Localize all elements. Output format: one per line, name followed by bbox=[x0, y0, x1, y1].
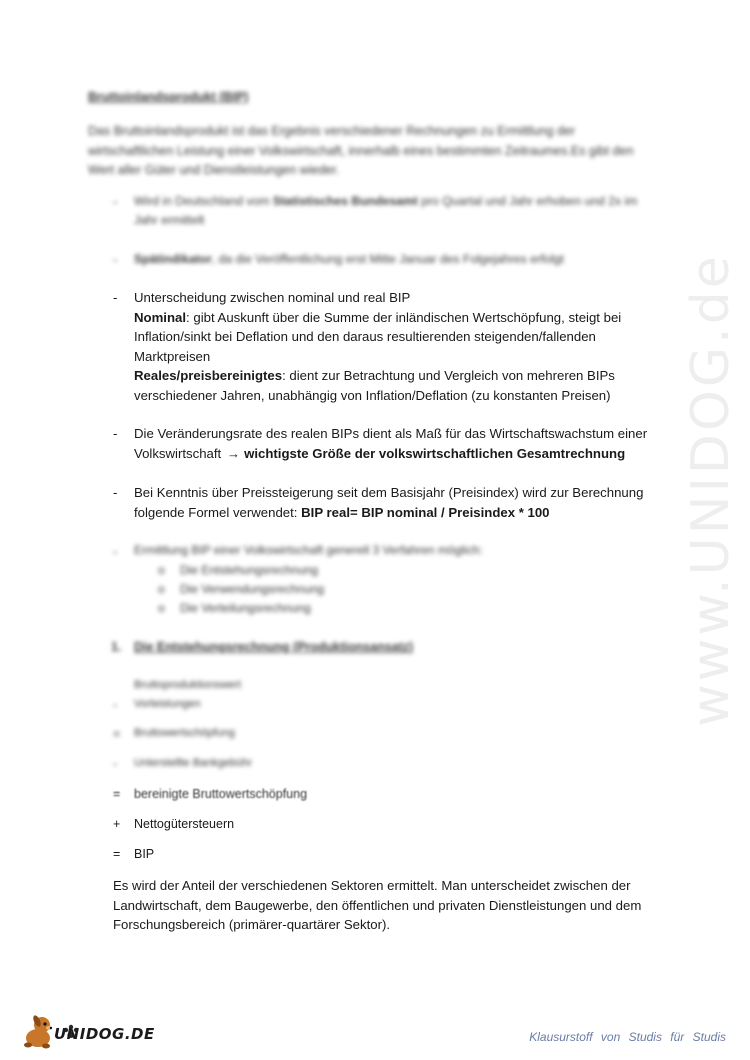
calc-symbol: = bbox=[113, 847, 121, 861]
sub-list-item bbox=[158, 563, 318, 577]
calc-symbol: = bbox=[113, 787, 121, 801]
bullet-4-text: Die Veränderungsrate des realen BIPs dient als Maß für das Wirtschaftswachstum einer Volkswirtschaft bbox=[134, 426, 648, 461]
footer-tagline: Klausurstoff von Studis für Studis bbox=[529, 1030, 726, 1044]
sub-list-label: Die Verwendungsrechnung bbox=[180, 582, 325, 596]
doc-title: Bruttoinlandsprodukt (BIP) bbox=[88, 90, 249, 104]
intro-paragraph: Das Bruttoinlandsprodukt ist das Ergebnis verschiedener Rechnungen zu Ermittlung der wirtschaftlichen Leistung einer Volkswirtschaft, innerhalb eines bestimmten Zeitraumes.Es gibt den Wert aller Güter und Dienstleistungen wieder. bbox=[88, 124, 634, 177]
bullet-dash: - bbox=[113, 544, 118, 559]
bullet-6-text: Ermittlung BIP einer Volkswirtschaft generell 3 Verfahren möglich: bbox=[134, 543, 483, 557]
sub-list-label: Die Entstehungsrechnung bbox=[180, 563, 319, 577]
bullet-2-bold: Spätindikator bbox=[134, 252, 212, 266]
bullet-1-text: Wird in Deutschland vom bbox=[134, 194, 273, 208]
final-paragraph: Es wird der Anteil der verschiedenen Sektoren ermittelt. Man unterscheidet zwischen der Landwirtschaft, dem Baugewerbe, den öffentlichen und privaten Dienstleistungen und dem Forschungsbereich (primärer-quartärer Sektor). bbox=[113, 878, 642, 933]
watermark: www.UNIDOG.de bbox=[681, 253, 741, 727]
sub-list-label: Die Verteilungsrechnung bbox=[180, 601, 311, 615]
calc-row-label: bereinigte Bruttowertschöpfung bbox=[134, 787, 308, 801]
sub-list-item bbox=[158, 601, 311, 615]
sub-list-marker: o bbox=[158, 563, 165, 577]
bullet-dash: - bbox=[113, 290, 118, 305]
sub-list-marker: o bbox=[158, 601, 165, 615]
sub-list-marker: o bbox=[158, 582, 165, 596]
nominal-text: : gibt Auskunft über die Summe der inländischen Wertschöpfung, steigt bei Inflation/sinkt bei Deflation und den daraus resultierenden steigenden/fallenden Marktpreisen bbox=[134, 309, 622, 364]
bullet-dash: - bbox=[113, 426, 118, 441]
calc-row-label: Bruttowertschöpfung bbox=[134, 727, 235, 739]
calc-row-label: Unterstellte Bankgebühr bbox=[134, 757, 253, 769]
calc-row-label: Nettogütersteuern bbox=[134, 817, 235, 831]
arrow-right-icon: → bbox=[226, 445, 241, 461]
bullet-5-text: Bei Kenntnis über Preissteigerung seit dem Basisjahr (Preisindex) wird zur Berechnung folgende Formel verwendet: bbox=[134, 485, 644, 520]
bullet-3-real bbox=[134, 366, 664, 405]
sub-list-item bbox=[158, 582, 324, 596]
calc-row-label: Vorleistungen bbox=[134, 698, 201, 710]
section-title: Die Entstehungsrechnung (Produktionsansatz) bbox=[134, 640, 414, 654]
bullet-1 bbox=[134, 192, 664, 230]
real-label: Reales/preisbereinigtes bbox=[134, 368, 283, 384]
real-text: : dient zur Betrachtung und Vergleich von mehreren BIPs verschiedener Jahren, unabhängig von Inflation/Deflation (zu konstanten Preisen) bbox=[134, 368, 615, 403]
bullet-2-text: , da die Veröffentlichung erst Mitte Januar des Folgejahres erfolgt bbox=[211, 252, 564, 266]
calc-symbol: + bbox=[113, 817, 121, 831]
logo-text: UNIDOG.DE bbox=[54, 1025, 155, 1043]
bullet-3 bbox=[134, 288, 664, 406]
bullet-dash: - bbox=[113, 252, 118, 267]
bullet-2 bbox=[134, 250, 664, 270]
bullet-3-line1: Unterscheidung zwischen nominal und real BIP bbox=[134, 290, 411, 305]
calc-symbol: - bbox=[113, 698, 118, 712]
bullet-1-bold: Statistisches Bundesamt bbox=[272, 194, 418, 208]
bullet-5 bbox=[134, 483, 664, 522]
nominal-label: Nominal bbox=[134, 309, 187, 325]
bullet-4-bold: wichtigste Größe der volkswirtschaftlichen Gesamtrechnung bbox=[244, 445, 626, 461]
calc-head: Bruttoproduktionswert bbox=[134, 679, 241, 691]
section-heading bbox=[111, 640, 413, 654]
bullet-1-text-end: pro Quartal und Jahr erhoben und 2x im Jahr ermittelt bbox=[134, 194, 638, 227]
section-number: 1. bbox=[111, 640, 122, 654]
bullet-3-nominal bbox=[134, 308, 664, 367]
bullet-dash: - bbox=[113, 194, 118, 209]
calc-symbol: = bbox=[113, 727, 121, 741]
calc-row-label: BIP bbox=[134, 847, 155, 861]
bullet-dash: - bbox=[113, 485, 118, 500]
calc-symbol: - bbox=[113, 757, 118, 771]
formula: BIP real= BIP nominal / Preisindex * 100 bbox=[301, 504, 550, 520]
bullet-4 bbox=[134, 424, 664, 463]
dog-icon bbox=[24, 1014, 52, 1048]
